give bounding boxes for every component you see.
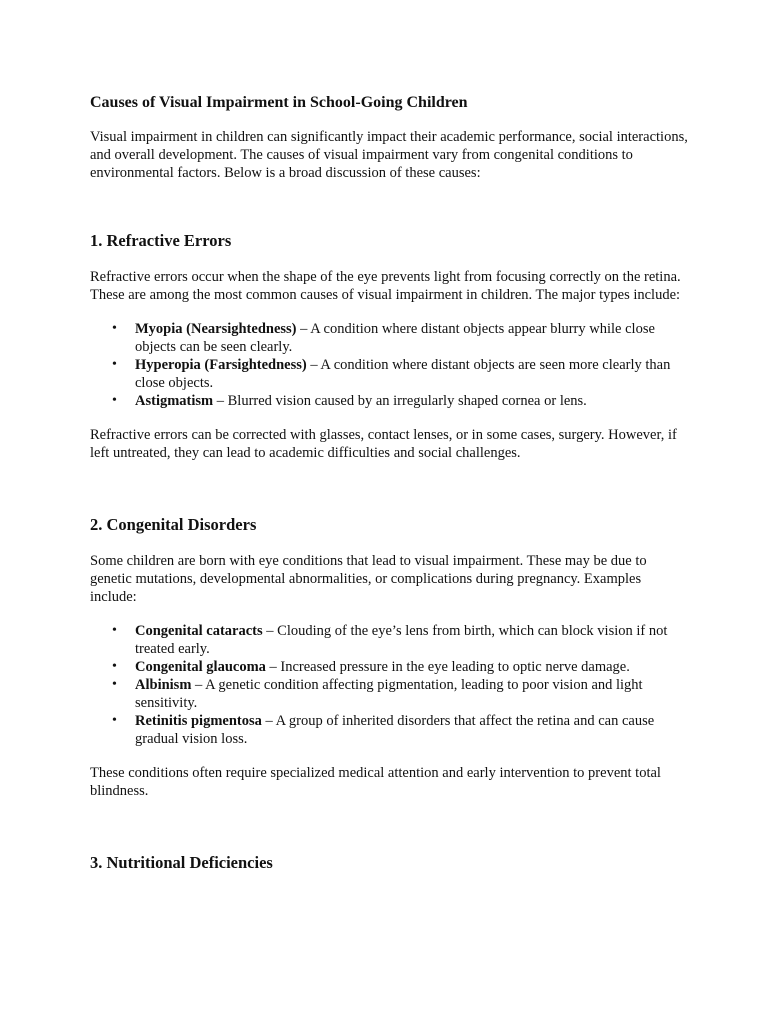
section-intro-congenital-disorders: Some children are born with eye conditions that lead to visual impairment. These may be due to genetic mutations, developmental abnormalities, or complications during pregnancy. Examples include: <box>90 553 647 605</box>
section-heading-congenital-disorders: 2. Congenital Disorders <box>90 515 257 534</box>
list-item-description: – A group of inherited disorders that affect the retina and can cause gradual vision loss. <box>135 713 655 747</box>
list-item <box>135 622 690 658</box>
section-heading-nutritional-deficiencies: 3. Nutritional Deficiencies <box>90 853 273 872</box>
list-item <box>135 676 690 712</box>
document-body <box>90 92 690 874</box>
list-item-description: – Blurred vision caused by an irregularly shaped cornea or lens. <box>213 393 587 409</box>
intro-paragraph: Visual impairment in children can significantly impact their academic performance, social interactions, and overall development. The causes of visual impairment vary from congenital conditions to environmental factors. Below is a broad discussion of these causes: <box>90 129 688 181</box>
list-item-term: Astigmatism <box>135 393 214 409</box>
list-item <box>135 658 690 676</box>
list-item-term: Congenital cataracts <box>135 623 263 639</box>
list-item <box>135 392 690 410</box>
refractive-errors-list <box>90 320 690 410</box>
section-intro-refractive-errors: Refractive errors occur when the shape of the eye prevents light from focusing correctly on the retina. These are among the most common causes of visual impairment in children. The major types include: <box>90 269 681 303</box>
list-item-term: Retinitis pigmentosa <box>135 713 262 729</box>
list-item <box>135 320 690 356</box>
section-heading-refractive-errors: 1. Refractive Errors <box>90 231 232 250</box>
list-item-description: – A genetic condition affecting pigmentation, leading to poor vision and light sensitivity. <box>135 677 643 711</box>
list-item-term: Congenital glaucoma <box>135 659 266 675</box>
list-item-description: – A condition where distant objects appear blurry while close objects can be seen clearly. <box>135 321 655 355</box>
list-item-term: Albinism <box>135 677 192 693</box>
list-item-term: Myopia (Nearsightedness) <box>135 321 297 337</box>
list-item-term: Hyperopia (Farsightedness) <box>135 357 307 373</box>
congenital-disorders-list <box>90 622 690 748</box>
list-item-description: – Clouding of the eye’s lens from birth, which can block vision if not treated early. <box>135 623 668 657</box>
list-item-description: – Increased pressure in the eye leading to optic nerve damage. <box>265 659 630 675</box>
list-item-description: – A condition where distant objects are seen more clearly than close objects. <box>135 357 671 391</box>
section-closing-refractive-errors: Refractive errors can be corrected with glasses, contact lenses, or in some cases, surgery. However, if left untreated, they can lead to academic difficulties and social challenges. <box>90 427 677 461</box>
list-item <box>135 712 690 748</box>
section-closing-congenital-disorders: These conditions often require specialized medical attention and early intervention to prevent total blindness. <box>90 765 661 799</box>
document-title: Causes of Visual Impairment in School-Going Children <box>90 94 468 111</box>
list-item <box>135 356 690 392</box>
